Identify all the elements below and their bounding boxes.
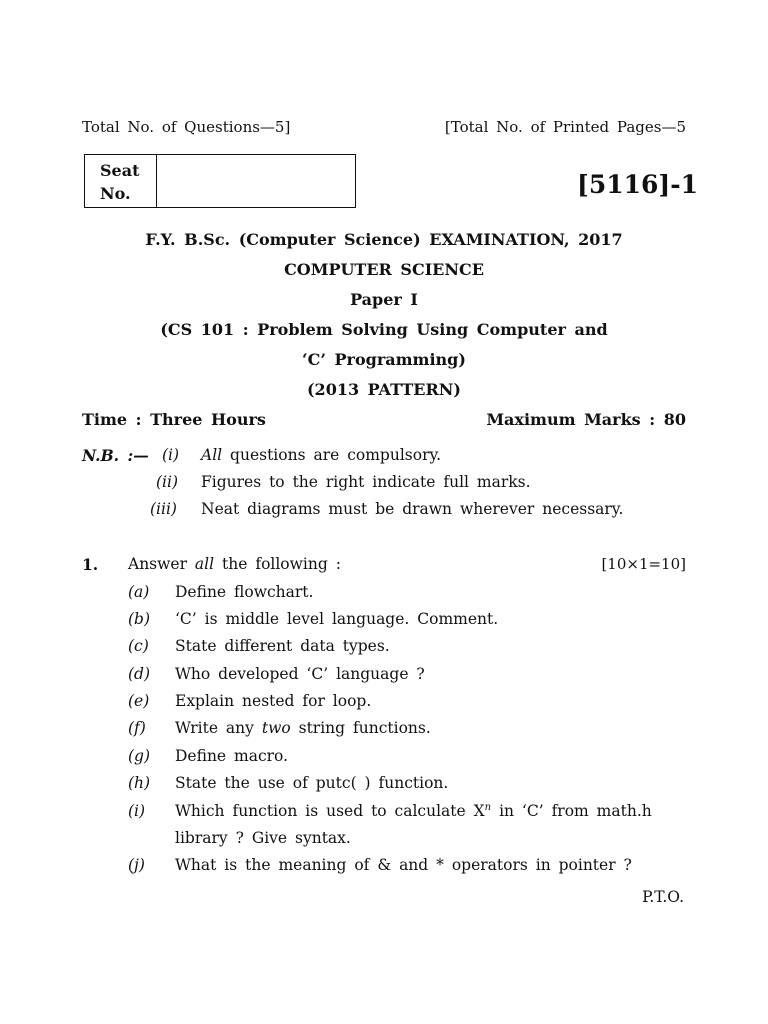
item-text-g: Define macro. bbox=[175, 747, 289, 765]
item-text-a: Define flowchart. bbox=[175, 583, 314, 601]
item-text-f: Write any two string functions. bbox=[175, 719, 431, 737]
item-label-c: (c) bbox=[128, 637, 149, 655]
item-label-e: (e) bbox=[128, 692, 150, 710]
nb-note-2-num: (ii) bbox=[156, 473, 179, 491]
time-allowed: Time : Three Hours bbox=[82, 410, 266, 429]
pto-marker: P.T.O. bbox=[642, 888, 684, 906]
item-text-i: Which function is used to calculate $X^n$ in ‘C’ from math.h bbox=[175, 802, 652, 821]
question-number: 1. bbox=[82, 555, 99, 574]
item-label-b: (b) bbox=[128, 610, 151, 628]
item-text-j: What is the meaning of & and * operators in pointer ? bbox=[175, 856, 632, 874]
item-text-b: ‘C’ is middle level language. Comment. bbox=[175, 610, 499, 628]
item-label-i: (i) bbox=[128, 802, 146, 820]
item-text-d: Who developed ‘C’ language ? bbox=[175, 665, 425, 683]
item-text-i-line2: library ? Give syntax. bbox=[175, 829, 351, 847]
item-text-c: State different data types. bbox=[175, 637, 390, 655]
nb-note-3-num: (iii) bbox=[150, 500, 177, 518]
nb-note-1: All questions are compulsory. bbox=[201, 446, 442, 464]
item-label-f: (f) bbox=[128, 719, 146, 737]
question-prompt: Answer all the following : bbox=[128, 555, 341, 573]
paper-title: Paper I bbox=[350, 290, 418, 309]
seat-number-box bbox=[84, 154, 356, 208]
seat-number-field[interactable] bbox=[157, 155, 355, 207]
total-printed-pages: [Total No. of Printed Pages—5 bbox=[444, 118, 686, 136]
nb-note-3: Neat diagrams must be drawn wherever necessary. bbox=[201, 500, 624, 518]
item-label-g: (g) bbox=[128, 747, 151, 765]
item-label-j: (j) bbox=[128, 856, 145, 874]
item-text-e: Explain nested for loop. bbox=[175, 692, 372, 710]
item-text-h: State the use of putc( ) function. bbox=[175, 774, 449, 792]
pattern-title: (2013 PATTERN) bbox=[306, 380, 461, 399]
nb-note-1-num: (i) bbox=[162, 446, 180, 464]
subject-title: COMPUTER SCIENCE bbox=[284, 260, 484, 279]
item-label-d: (d) bbox=[128, 665, 151, 683]
question-marks: [10×1=10] bbox=[601, 555, 686, 573]
exam-title: F.Y. B.Sc. (Computer Science) EXAMINATION, 2017 bbox=[145, 230, 623, 249]
item-label-a: (a) bbox=[128, 583, 150, 601]
course-title-line2: ‘C’ Programming) bbox=[302, 350, 466, 369]
paper-code: [5116]-1 bbox=[577, 170, 699, 199]
item-label-h: (h) bbox=[128, 774, 151, 792]
seat-number-label: Seat No. bbox=[85, 155, 157, 207]
course-title-line1: (CS 101 : Problem Solving Using Computer and bbox=[160, 320, 608, 339]
total-questions: Total No. of Questions—5] bbox=[82, 118, 291, 136]
nb-note-2: Figures to the right indicate full marks. bbox=[201, 473, 531, 491]
maximum-marks: Maximum Marks : 80 bbox=[486, 410, 686, 429]
nb-label: N.B. :— bbox=[82, 446, 149, 465]
